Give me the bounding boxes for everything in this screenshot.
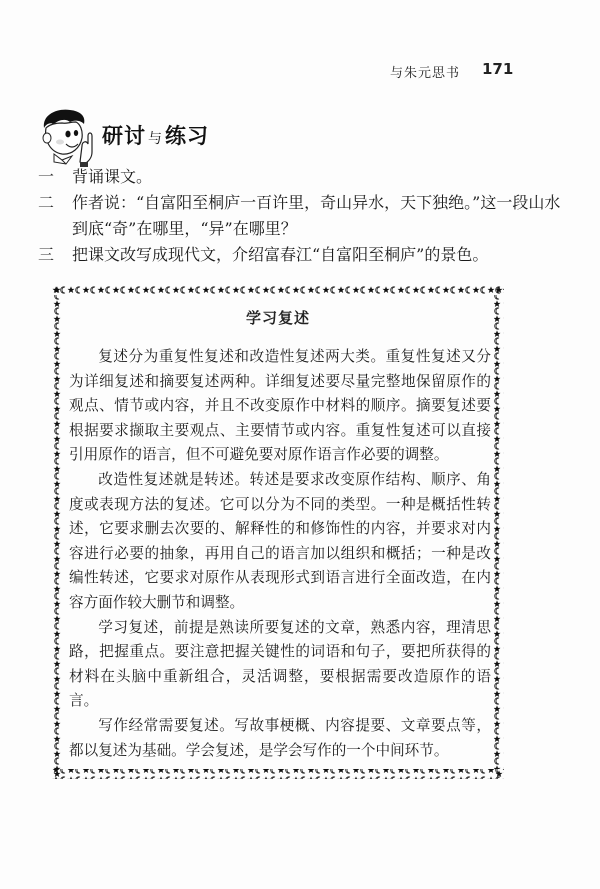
exercise-text: 背诵课文。: [72, 167, 153, 186]
section-title: [102, 120, 209, 150]
page-number: 171: [482, 60, 514, 78]
paragraph-2: 改造性复述就是转述。转述是要求改变原作结构、顺序、角度或表现方法的复述。它可以分为不同的类型。一种是概括性转述，它要求删去次要的、解释性的和修饰性的内容，并要求对内容进行必要的抽象，再用自己的语言加以组织和概括；一种是改编性转述，它要求对原作从表现形式到语言进行全面改造，在内容方面作较大删节和调整。: [69, 470, 491, 611]
box-body: [69, 345, 491, 763]
exercise-item-1: [38, 164, 568, 190]
study-tip-box: [52, 285, 504, 779]
paragraph-1: 复述分为重复性复述和改造性复述两大类。重复性复述又分为详细复述和摘要复述两种。详细复述要尽量完整地保留原作的观点、情节或内容，并且不改变原作中材料的顺序。摘要复述要根据要求撷取主要观点、主要情节或内容。重复性复述可以直接引用原作的语言，但不可避免要对原作语言作必要的调整。: [69, 348, 491, 464]
exercise-text: 作者说：“自富阳至桐庐一百许里，奇山异水，天下独绝。”这一段山水到底“奇”在哪里，“异”在哪里？: [72, 193, 561, 238]
section-title-part1: 研讨: [102, 124, 146, 148]
exercise-number: 二: [38, 193, 55, 212]
running-title: 与朱元思书: [390, 66, 461, 81]
paragraph-3: 学习复述，前提是熟读所要复述的文章，熟悉内容，理清思路，把握重点。要注意把握关键性的词语和句子，要把所获得的材料在头脑中重新组合，灵活调整，要根据需要改造原作的语言。: [69, 618, 491, 710]
exercise-number: 三: [38, 245, 55, 264]
section-title-connector: 与: [148, 131, 163, 147]
exercise-item-3: [38, 242, 568, 268]
exercise-text: 把课文改写成现代文，介绍富春江“自富阳至桐庐”的景色。: [72, 245, 489, 264]
cartoon-boy-icon: [36, 106, 100, 168]
exercise-list: [38, 164, 568, 268]
running-header: [0, 60, 600, 82]
box-title: 学习复述: [245, 309, 310, 327]
section-title-part2: 练习: [165, 124, 209, 148]
section-heading: [36, 106, 336, 166]
exercise-number: 一: [38, 167, 55, 186]
paragraph-4: 写作经常需要复述。写故事梗概、内容提要、文章要点等，都以复述为基础。学会复述，是学会写作的一个中间环节。: [69, 716, 491, 759]
exercise-item-2: [38, 190, 568, 242]
